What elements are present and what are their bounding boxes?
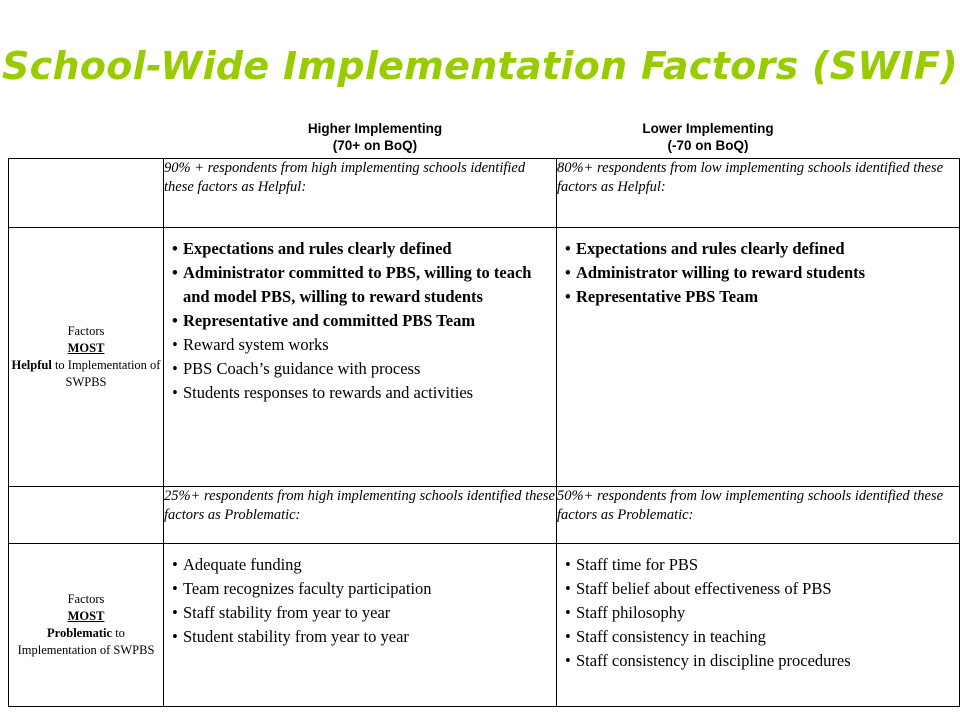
page-title: School-Wide Implementation Factors (SWIF): [2, 44, 958, 88]
problematic-row-label: [9, 544, 164, 707]
column-header-higher-line1: Higher Implementing: [307, 121, 443, 136]
helpful-low-list: [557, 228, 959, 313]
bullet-icon: •: [565, 555, 571, 574]
list-item: • Administrator committed to PBS, willing to teach and model PBS, willing to reward students: [172, 263, 532, 306]
column-header-higher-line2: (70+ on BoQ): [332, 138, 418, 153]
helpful-note-row: [9, 159, 960, 228]
bullet-icon: •: [172, 239, 178, 258]
bullet-icon: •: [172, 603, 178, 622]
row-label-pre: Factors: [67, 324, 105, 338]
list-item: • Representative PBS Team: [565, 285, 953, 309]
helpful-factors-row: [9, 228, 960, 487]
column-header-lower-line2: (-70 on BoQ): [667, 138, 749, 153]
problematic-note-low: 50%+ respondents from low implementing schools identified these factors as Problematic:: [557, 487, 960, 544]
row-label-post: to Implementation of SWPBS: [17, 626, 155, 657]
bullet-icon: •: [172, 311, 178, 330]
list-item: • Staff consistency in discipline procedures: [565, 649, 953, 673]
row-label-kind: Helpful: [11, 358, 52, 372]
list-item: • PBS Coach’s guidance with process: [172, 357, 550, 381]
column-header-lower-line1: Lower Implementing: [642, 121, 774, 136]
helpful-note-low: 80%+ respondents from low implementing schools identified these factors as Helpful:: [557, 159, 960, 228]
helpful-row-label: [9, 228, 164, 487]
problematic-low-cell: [557, 544, 960, 707]
factors-table: [8, 158, 960, 707]
bullet-icon: •: [172, 263, 178, 282]
bullet-icon: •: [565, 627, 571, 646]
bullet-icon: •: [172, 627, 178, 646]
problematic-low-list: [557, 544, 959, 677]
column-header-lower: [558, 120, 858, 154]
bullet-icon: •: [565, 579, 571, 598]
list-item: • Staff consistency in teaching: [565, 625, 953, 649]
helpful-high-list: [164, 228, 556, 409]
problematic-note-high: 25%+ respondents from high implementing schools identified these factors as Problematic:: [164, 487, 557, 544]
list-item: • Representative and committed PBS Team: [172, 309, 550, 333]
bullet-icon: •: [172, 383, 178, 402]
row-label-most: MOST: [67, 609, 105, 623]
list-item: • Adequate funding: [172, 553, 550, 577]
bullet-icon: •: [565, 263, 571, 282]
bullet-icon: •: [172, 579, 178, 598]
list-item: • Reward system works: [172, 333, 550, 357]
bullet-icon: •: [565, 651, 571, 670]
problematic-high-list: [164, 544, 556, 653]
bullet-icon: •: [565, 239, 571, 258]
bullet-icon: •: [565, 603, 571, 622]
helpful-low-cell: [557, 228, 960, 487]
row-label-pre: Factors: [67, 592, 105, 606]
list-item: • Expectations and rules clearly defined: [565, 237, 953, 261]
helpful-high-cell: [164, 228, 557, 487]
empty-cell: [9, 159, 164, 228]
list-item: • Staff time for PBS: [565, 553, 953, 577]
helpful-note-high: 90% + respondents from high implementing schools identified these factors as Helpful:: [164, 159, 557, 228]
list-item: • Staff philosophy: [565, 601, 953, 625]
bullet-icon: •: [172, 359, 178, 378]
bullet-icon: •: [172, 555, 178, 574]
problematic-high-cell: [164, 544, 557, 707]
problematic-factors-row: [9, 544, 960, 707]
row-label-kind: Problematic: [47, 626, 113, 640]
row-label-post: to Implementation of SWPBS: [54, 358, 161, 389]
list-item: • Student stability from year to year: [172, 625, 550, 649]
list-item: • Students responses to rewards and activities: [172, 381, 550, 405]
empty-cell: [9, 487, 164, 544]
column-header-higher: [225, 120, 525, 154]
list-item: • Team recognizes faculty participation: [172, 577, 550, 601]
list-item: • Staff stability from year to year: [172, 601, 550, 625]
list-item: • Staff belief about effectiveness of PBS: [565, 577, 953, 601]
bullet-icon: •: [565, 287, 571, 306]
list-item: • Expectations and rules clearly defined: [172, 237, 550, 261]
list-item: • Administrator willing to reward students: [565, 261, 953, 285]
bullet-icon: •: [172, 335, 178, 354]
problematic-note-row: [9, 487, 960, 544]
row-label-most: MOST: [67, 341, 105, 355]
